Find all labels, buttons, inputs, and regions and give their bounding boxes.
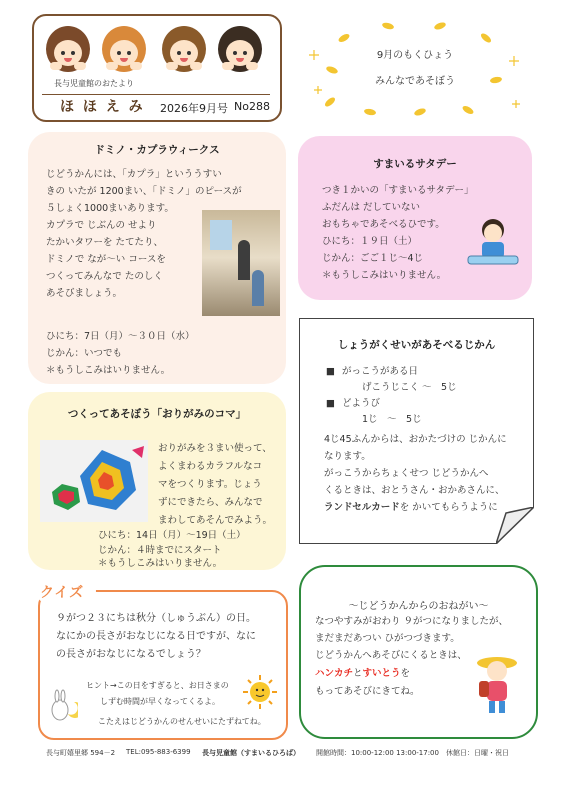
issue-date: 2026年9月号 <box>160 102 228 115</box>
request-last-line: もってあそびにきてね。 <box>315 686 420 697</box>
school-day-time: げこうじこく 〜 5じ <box>362 382 457 393</box>
origami-body-line: ずにできたら、みんなで <box>158 497 263 508</box>
elementary-hours-panel <box>299 318 534 544</box>
elementary-hours-title: しょうがくせいがあそべるじかん <box>337 339 496 351</box>
cleanup-note-line: くるときは、おとうさん・おかあさんに、 <box>324 485 505 496</box>
kids-playing-photo <box>202 210 280 316</box>
quiz-panel <box>38 585 288 740</box>
domino-body-line: ５しょく1000まいあります。 <box>46 203 174 214</box>
smile-no-signup: ＊もうしこみはいりません。 <box>322 270 447 281</box>
quiz-label: クイズ <box>40 585 85 601</box>
smile-body-line: おもちゃであそべるひです。 <box>322 219 445 230</box>
request-body-line: じどうかんへあそびにくるときは、 <box>315 650 467 661</box>
newsletter-header <box>32 14 282 122</box>
footer-facility-name: 長与児童館（すまいるひろば） <box>202 749 300 757</box>
domino-body-line: カプラで じぶんの せより <box>46 220 157 231</box>
folded-corner <box>496 507 534 544</box>
origami-title: つくってあそぼう「おりがみのコマ」 <box>67 408 247 420</box>
saturday-time: 1じ 〜 5じ <box>362 414 422 425</box>
child-with-toy-illustration <box>464 216 522 270</box>
autumn-leaf-decoration <box>300 20 530 120</box>
quiz-label-bg <box>36 578 96 604</box>
cleanup-note-tail: を かいてもらうように <box>399 502 498 513</box>
bullet-icon: ■ <box>326 366 335 377</box>
quiz-question-line: の長さがおなじになるでしょう？ <box>56 649 206 660</box>
quiz-answer-note: こたえはじどうかんのせんせいにたずねてね。 <box>98 717 266 726</box>
request-body-line: まだまだあつい ひがつづきます。 <box>315 633 460 644</box>
origami-body-line: おりがみを３まい使って、 <box>158 443 272 454</box>
request-connector: を <box>400 668 411 679</box>
domino-title: ドミノ・カプラウィークス <box>94 144 220 156</box>
header-divider <box>42 94 270 95</box>
school-day-label: がっこうがある日 <box>342 366 419 377</box>
footer-hours: 開館時間：10:00-12:00 13:00-17:00 休館日：日曜・祝日 <box>316 749 509 757</box>
cleanup-note-line: がっこうからちょくせつ じどうかんへ <box>324 468 489 479</box>
origami-top-panel <box>28 392 286 570</box>
water-bottle-emph: すいとう <box>362 668 401 679</box>
cleanup-note-line: 4じ45ふんからは、おかたづけの じかんに <box>324 434 507 445</box>
monthly-goal <box>300 20 530 120</box>
issue-number: No288 <box>234 100 270 113</box>
child-illustration <box>46 26 90 72</box>
child-figure <box>238 240 250 280</box>
smile-saturday-panel <box>298 136 532 300</box>
domino-no-signup: ＊もうしこみはいりません。 <box>46 365 171 376</box>
request-body-line: なつやすみがおわり ９がつになりましたが、 <box>315 616 509 627</box>
footer-tel: TEL:095-883-6399 <box>126 748 191 756</box>
domino-kapla-panel <box>28 132 286 384</box>
saturday-label: どようび <box>342 398 381 409</box>
origami-top-photo <box>40 440 148 522</box>
origami-body-line: マをつくります。じょう <box>158 479 262 490</box>
smile-body-line: つき１かいの「すまいるサタデー」 <box>322 185 474 196</box>
moon-rabbit-illustration <box>48 684 78 724</box>
child-illustration <box>218 26 262 72</box>
quiz-question-line: なにかの長さがおなじになる日ですが、なに <box>56 631 256 642</box>
origami-time: じかん：４時までにスタート <box>98 545 222 556</box>
domino-body-line: たかいタワーを たてたり、 <box>46 237 164 248</box>
header-subtitle: 長与児童館のおたより <box>54 79 134 88</box>
origami-no-signup: ＊もうしこみはいりません。 <box>98 558 223 569</box>
origami-body-line: よくまわるカラフルなコ <box>158 461 263 472</box>
domino-body-line: じどうかんには、「カプラ」といううすい <box>46 169 222 180</box>
child-with-hat-illustration <box>471 651 523 717</box>
domino-body-line: きの いたが 1200まい、「ドミノ」のピースが <box>46 186 242 197</box>
newsletter-title: ほ ほ え み <box>60 99 145 115</box>
smile-date: ひにち：１９日（土） <box>322 236 418 247</box>
randoseru-card-emph: ランドセルカード <box>324 502 400 513</box>
handkerchief-emph: ハンカチ <box>315 668 354 679</box>
domino-body-line: つくってみんなで たのしく <box>46 271 163 282</box>
domino-date: ひにち：7日（月）〜３０日（水） <box>46 331 195 342</box>
child-illustration <box>102 26 146 72</box>
domino-time: じかん：いつでも <box>46 348 123 359</box>
smile-body-line: ふだんは だしていない <box>322 202 421 213</box>
request-title: 〜じどうかんからのおねがい〜 <box>348 601 489 612</box>
goal-heading: 9月のもくひょう <box>376 50 454 61</box>
sun-illustration <box>242 674 278 710</box>
goal-text: みんなであそぼう <box>375 76 455 87</box>
smile-time: じかん：ごご１じ〜4じ <box>322 253 424 264</box>
cleanup-note-line: なります。 <box>324 451 371 462</box>
domino-body-line: あそびましょう。 <box>46 288 123 299</box>
quiz-hint-line: ヒント→この日をすぎると、お日さまの <box>86 681 229 690</box>
domino-body-line: ドミノで なが〜い コースを <box>46 254 166 265</box>
request-panel <box>299 565 538 739</box>
quiz-hint-line: しずむ時間が早くなってくるよ。 <box>100 697 220 706</box>
bullet-icon: ■ <box>326 398 335 409</box>
origami-body-line: まわしてあそんでみよう。 <box>158 515 273 526</box>
footer-address: 長与町嬉里郷 594－2 <box>46 749 116 757</box>
child-figure <box>252 270 264 306</box>
quiz-question-line: ９がつ２３にちは秋分（しゅうぶん）の日。 <box>56 613 256 624</box>
child-illustration <box>162 26 206 72</box>
window-shape <box>210 220 232 250</box>
smile-title: すまいるサタデー <box>373 158 457 170</box>
origami-date: ひにち：14日（月）〜19日（土） <box>98 530 246 541</box>
request-connector: と <box>353 668 363 679</box>
